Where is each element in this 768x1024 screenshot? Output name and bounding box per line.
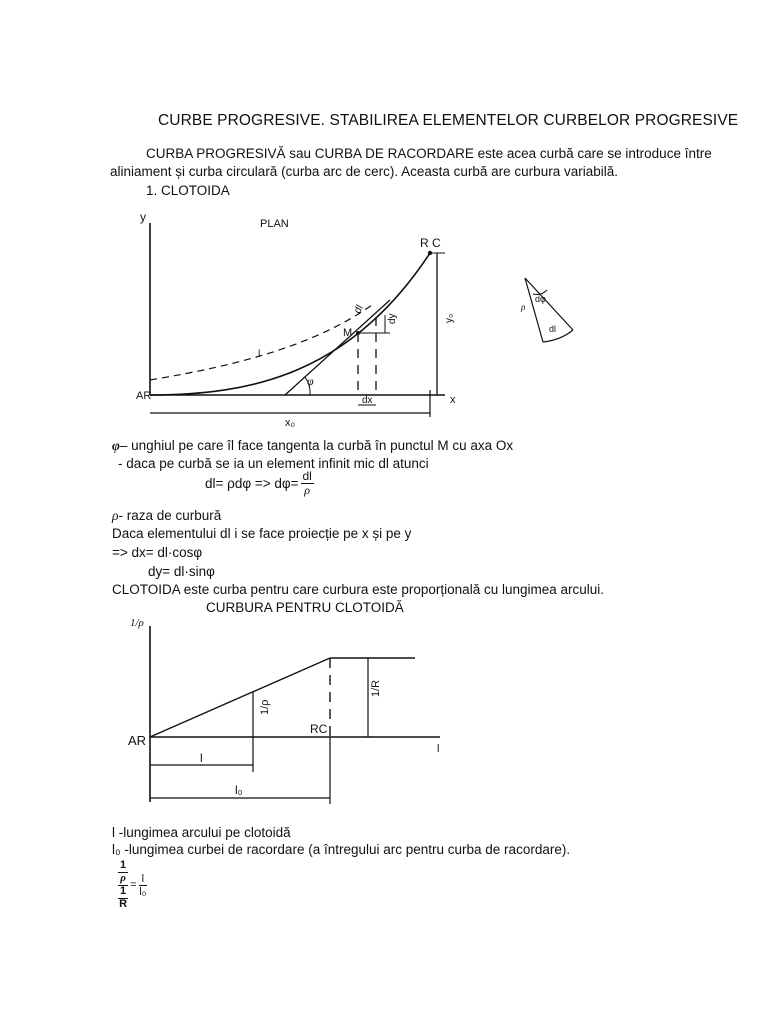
fig1-m-label: M — [343, 327, 353, 339]
l0-definition: l₀ -lungimea curbei de racordare (a întregului arc pentru curba de racordare). — [112, 842, 571, 857]
element-definition: - daca pe curbă se ia un element infinit mic dl atunci — [118, 456, 429, 471]
curvature-diagram — [110, 612, 470, 812]
dx-formula: => dx= dl·cosφ — [112, 545, 203, 560]
dy-formula: dy= dl·sinφ — [148, 564, 215, 579]
sketch-dl-label: dl — [549, 324, 557, 334]
l-definition: l -lungimea arcului pe clotoidă — [112, 825, 291, 840]
fig1-x-label: x — [450, 394, 456, 406]
tangent-line — [285, 300, 390, 395]
fig1-yc-label: y₀ — [444, 313, 455, 323]
phi-definition: φ– unghiul pe care îl face tangenta la curbă în punctul M cu axa Ox — [112, 438, 514, 453]
fig2-y-label: 1/ρ — [130, 617, 144, 629]
fig2-rc-label: RC — [310, 722, 328, 736]
fig1-rc-label: R C — [420, 236, 441, 250]
fig1-l-label: l — [258, 349, 261, 360]
fig2-l-label: l — [200, 751, 203, 765]
fig2-one-over-rho: 1/ρ — [259, 699, 271, 715]
fig1-phi-label: φ — [307, 374, 314, 388]
page-title: CURBE PROGRESIVE. STABILIREA ELEMENTELOR CURBELOR PROGRESIVE — [158, 112, 739, 129]
fig1-ar-label: AR — [136, 390, 152, 402]
curvature-ramp-line — [150, 658, 330, 737]
fig1-dx-label: dx — [362, 395, 373, 406]
formula-dphi: dl= ρdφ => dφ= $\frac{dl}{\rho}$ — [205, 469, 312, 497]
fig2-ar-label: AR — [128, 733, 147, 748]
projection-text: Daca elementului dl i se face proiecție pe x și pe y — [112, 526, 412, 541]
fig2-l0-label: l₀ — [235, 783, 243, 797]
clotoida-definition: CLOTOIDA este curba pentru care curbura este proporțională cu lungimea arcului. — [112, 582, 605, 597]
intro-line-2: aliniament și curba circulară (curba arc de cerc). Aceasta curbă are curbura variabilă. — [110, 164, 618, 179]
fig2-title: CURBURA PENTRU CLOTOIDĂ — [206, 600, 404, 615]
offset-curve — [150, 305, 372, 380]
sketch-rho-label: ρ — [521, 302, 526, 312]
fig1-plan-title: PLAN — [260, 218, 289, 230]
fig2-one-over-r: 1/R — [370, 679, 382, 697]
fig1-x0-label: x₀ — [285, 417, 296, 429]
curvature-element-sketch — [515, 270, 585, 350]
rho-definition: ρ- raza de curbură — [112, 508, 222, 523]
fig2-x-label: l — [437, 743, 440, 755]
fig1-dl-label: dl — [352, 303, 366, 316]
fig1-y-label: y — [140, 210, 146, 224]
section-heading-clotoida: 1. CLOTOIDA — [146, 183, 230, 198]
sketch-dphi-label: dφ — [535, 294, 546, 304]
curvature-ratio-formula: 1 ρ 1 R = $\frac{l}{\text{l₀}}$ — [119, 859, 147, 910]
intro-line-1: CURBA PROGRESIVĂ sau CURBA DE RACORDARE este acea curbă care se introduce între — [146, 146, 712, 161]
fig1-dy-label: dy — [387, 313, 398, 324]
